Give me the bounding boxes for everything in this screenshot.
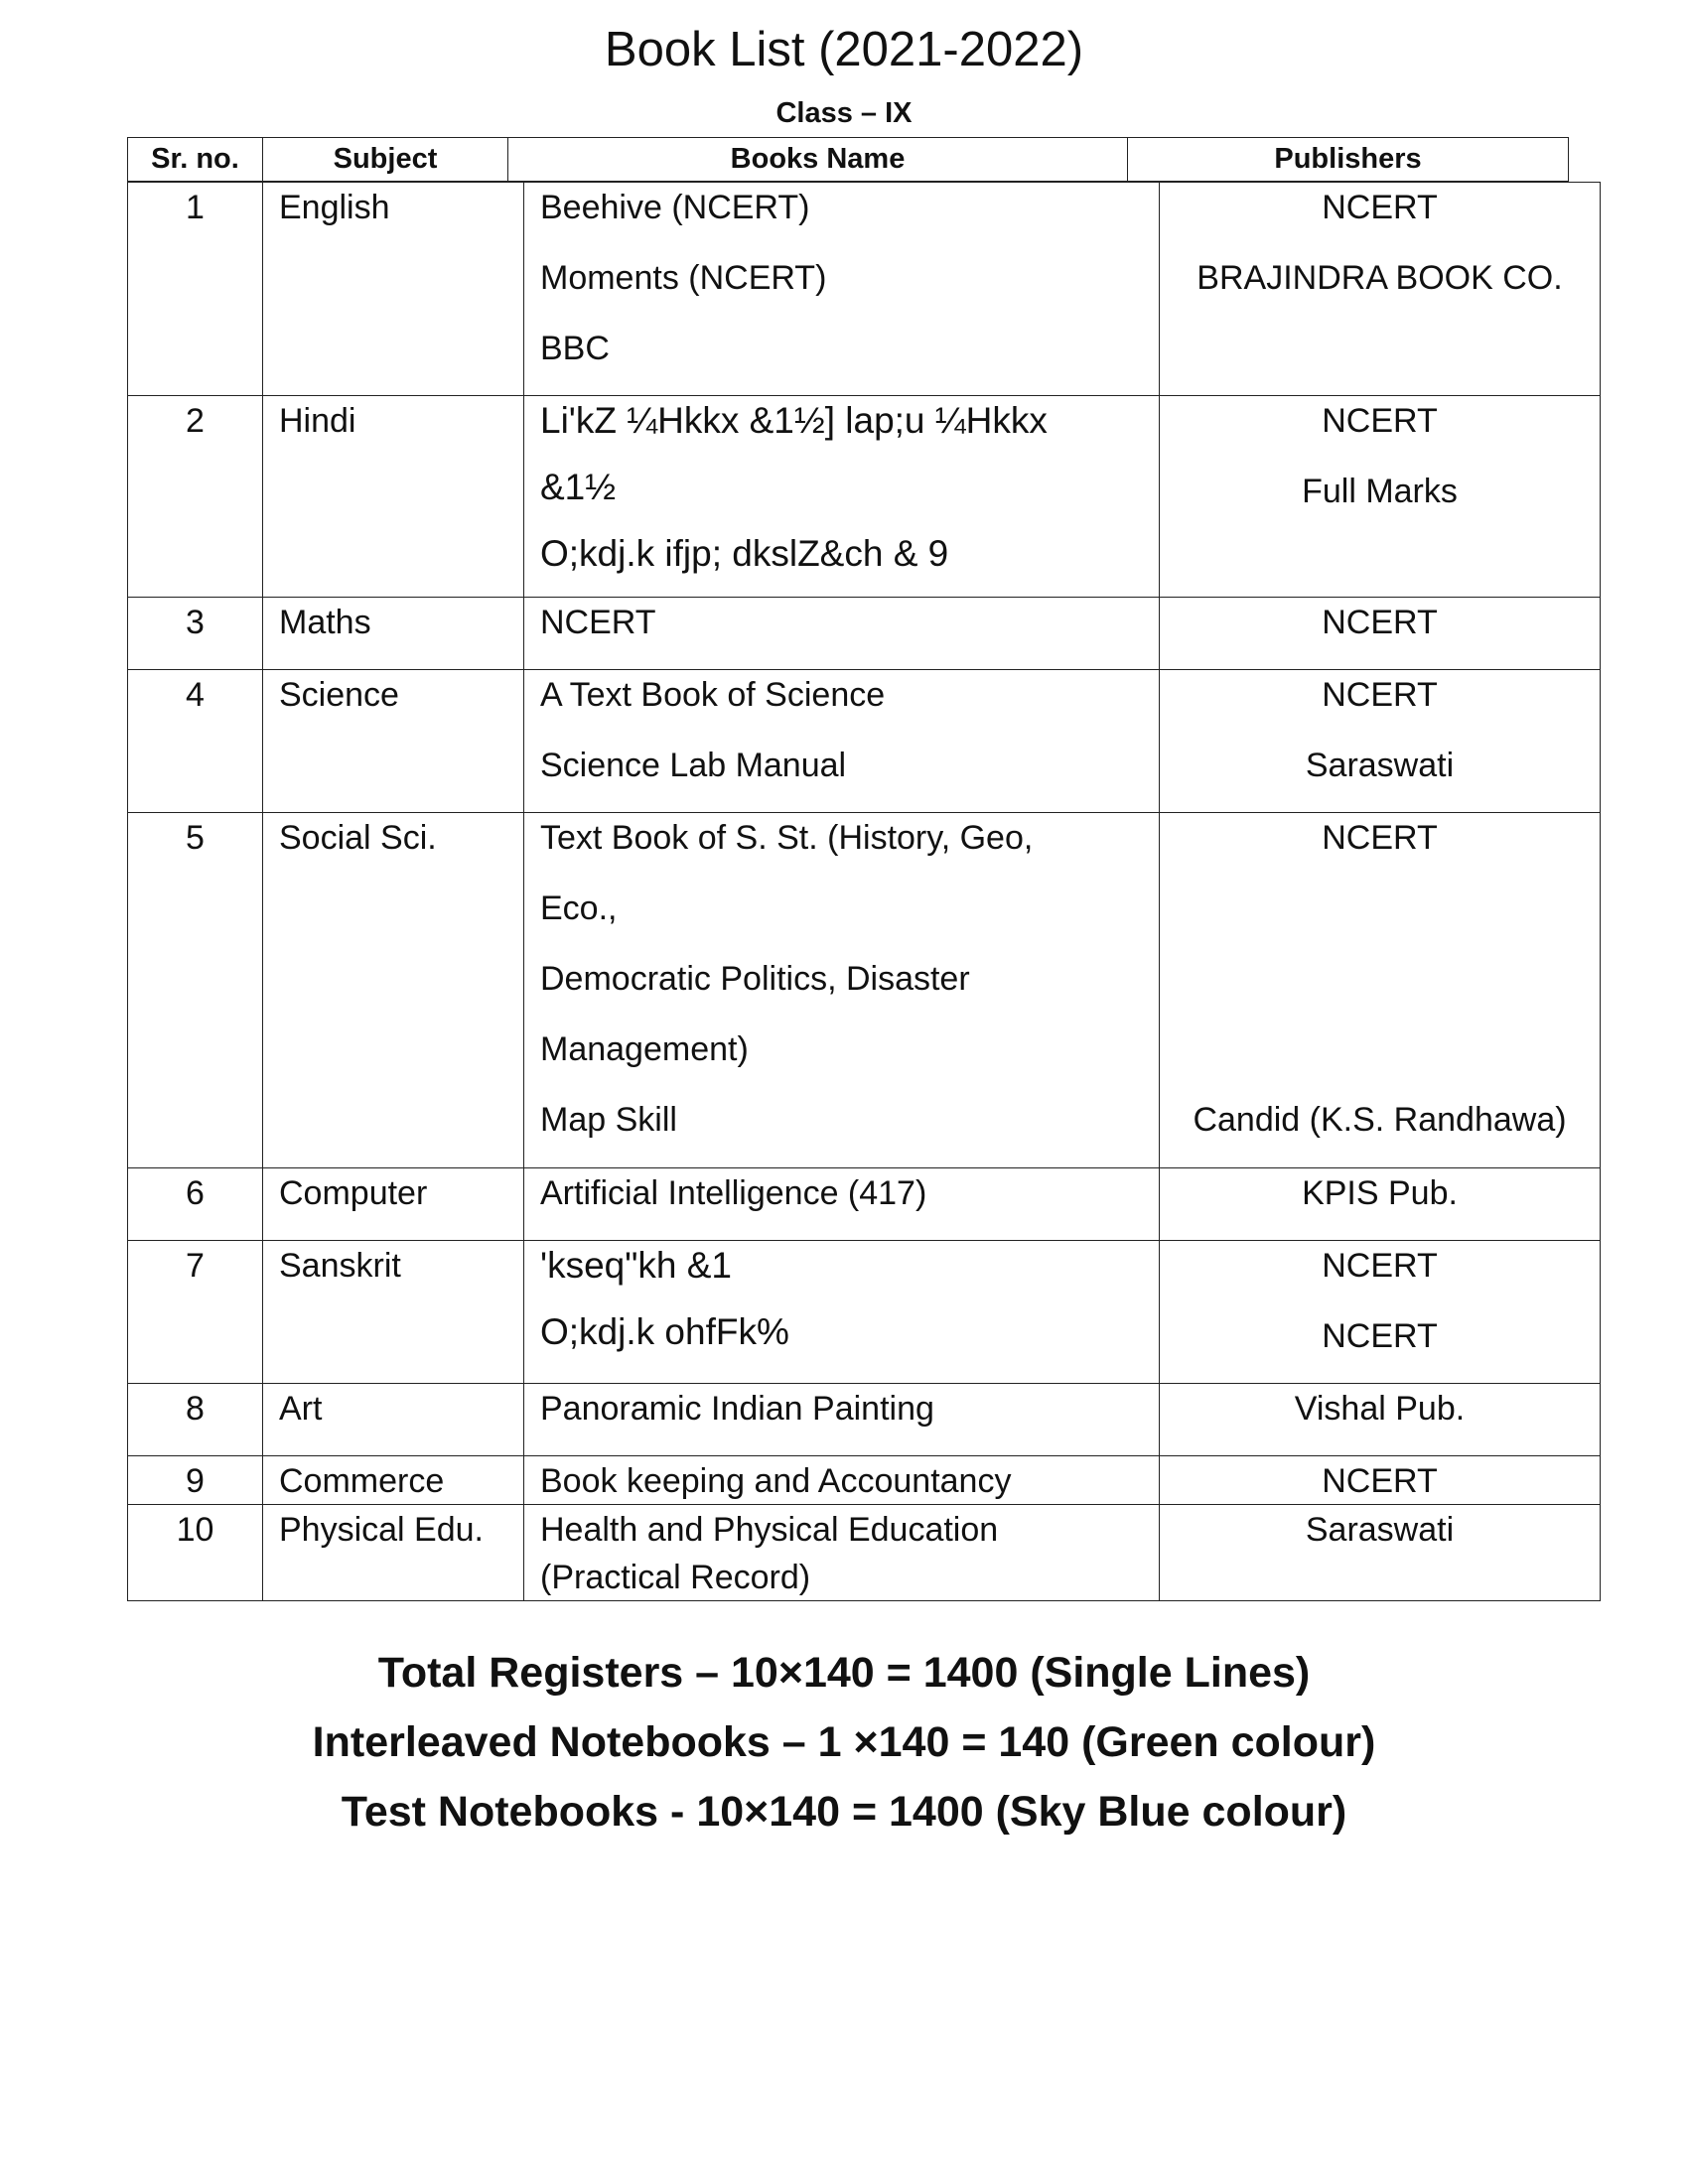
sr-no: 3 bbox=[186, 604, 205, 641]
header-books-name: Books Name bbox=[508, 138, 1128, 182]
book-name: &1½ bbox=[540, 467, 617, 507]
sr-no: 8 bbox=[186, 1390, 205, 1428]
publisher: NCERT bbox=[1322, 1462, 1438, 1500]
subject: Hindi bbox=[279, 402, 356, 440]
publisher bbox=[1160, 884, 1600, 954]
table-row bbox=[128, 396, 1601, 598]
subject: Art bbox=[279, 1390, 323, 1428]
book-name: BBC bbox=[540, 330, 610, 367]
sr-no: 4 bbox=[186, 676, 205, 714]
header-sr-no: Sr. no. bbox=[128, 138, 263, 182]
subject: Science bbox=[279, 676, 399, 714]
publisher: NCERT bbox=[1322, 1317, 1438, 1355]
book-name: Moments (NCERT) bbox=[540, 259, 827, 297]
summary-interleaved-notebooks: Interleaved Notebooks – 1 ×140 = 140 (Green colour) bbox=[312, 1718, 1376, 1766]
sr-no: 5 bbox=[186, 819, 205, 857]
publisher: NCERT bbox=[1322, 604, 1438, 641]
subject: Sanskrit bbox=[279, 1247, 401, 1285]
sr-no: 9 bbox=[186, 1462, 205, 1500]
sr-no: 1 bbox=[186, 189, 205, 226]
sr-no: 6 bbox=[186, 1174, 205, 1212]
table-row bbox=[128, 1168, 1601, 1241]
publisher: Candid (K.S. Randhawa) bbox=[1193, 1101, 1567, 1139]
book-name: NCERT bbox=[540, 604, 656, 641]
publisher: Saraswati bbox=[1305, 747, 1455, 784]
class-label: Class – IX bbox=[775, 97, 913, 129]
sr-no: 2 bbox=[186, 402, 205, 440]
subject: Computer bbox=[279, 1174, 428, 1212]
publisher: NCERT bbox=[1322, 676, 1438, 714]
publisher: Saraswati bbox=[1305, 1511, 1455, 1549]
page-title: Book List (2021-2022) bbox=[604, 23, 1084, 76]
publisher: NCERT bbox=[1322, 402, 1438, 440]
table-row bbox=[128, 1384, 1601, 1456]
publisher bbox=[1160, 954, 1600, 1024]
table-row bbox=[128, 1505, 1601, 1601]
book-name: Map Skill bbox=[540, 1101, 677, 1139]
book-name: Artificial Intelligence (417) bbox=[540, 1174, 927, 1212]
publisher bbox=[1160, 1024, 1600, 1095]
publisher: BRAJINDRA BOOK CO. bbox=[1196, 259, 1563, 297]
book-name: (Practical Record) bbox=[540, 1559, 811, 1596]
publisher: NCERT bbox=[1322, 189, 1438, 226]
book-name: Health and Physical Education bbox=[540, 1511, 999, 1549]
sr-no: 7 bbox=[186, 1247, 205, 1285]
book-name: Management) bbox=[540, 1030, 749, 1068]
subject: Maths bbox=[279, 604, 371, 641]
book-name: Text Book of S. St. (History, Geo, bbox=[540, 819, 1034, 857]
publisher: KPIS Pub. bbox=[1302, 1174, 1458, 1212]
book-list-table bbox=[127, 182, 1601, 1601]
table-row bbox=[128, 813, 1601, 1168]
table-row bbox=[128, 1241, 1601, 1384]
book-name: Democratic Politics, Disaster bbox=[540, 960, 970, 998]
book-name: Beehive (NCERT) bbox=[540, 189, 810, 226]
subject: English bbox=[279, 189, 390, 226]
table-row bbox=[128, 670, 1601, 813]
subject: Commerce bbox=[279, 1462, 445, 1500]
header-subject: Subject bbox=[263, 138, 508, 182]
summary-total-registers: Total Registers – 10×140 = 1400 (Single Lines) bbox=[377, 1649, 1311, 1697]
book-name: Book keeping and Accountancy bbox=[540, 1462, 1012, 1500]
publisher: NCERT bbox=[1322, 819, 1438, 857]
table-row bbox=[128, 1456, 1601, 1505]
table-row bbox=[128, 598, 1601, 670]
table-row bbox=[128, 183, 1601, 396]
subject: Social Sci. bbox=[279, 819, 437, 857]
summary-block bbox=[0, 1638, 1688, 1846]
book-name: 'kseq"kh &1 bbox=[540, 1245, 732, 1286]
sr-no: 10 bbox=[176, 1511, 214, 1549]
publisher: Vishal Pub. bbox=[1294, 1390, 1466, 1428]
book-name: Panoramic Indian Painting bbox=[540, 1390, 934, 1428]
subject: Physical Edu. bbox=[279, 1511, 484, 1549]
book-name: Li'kZ ¼Hkkx &1½] lap;u ¼Hkkx bbox=[540, 400, 1048, 441]
publisher: Full Marks bbox=[1302, 473, 1458, 510]
publisher: NCERT bbox=[1322, 1247, 1438, 1285]
header-publishers: Publishers bbox=[1128, 138, 1569, 182]
summary-test-notebooks: Test Notebooks - 10×140 = 1400 (Sky Blue colour) bbox=[341, 1788, 1347, 1836]
book-name: Science Lab Manual bbox=[540, 747, 847, 784]
book-name: O;kdj.k ohfFk% bbox=[540, 1311, 789, 1352]
book-name: Eco., bbox=[540, 889, 618, 927]
book-name: O;kdj.k ifjp; dkslZ&ch & 9 bbox=[540, 533, 949, 574]
book-name: A Text Book of Science bbox=[540, 676, 886, 714]
table-header bbox=[127, 137, 1569, 182]
